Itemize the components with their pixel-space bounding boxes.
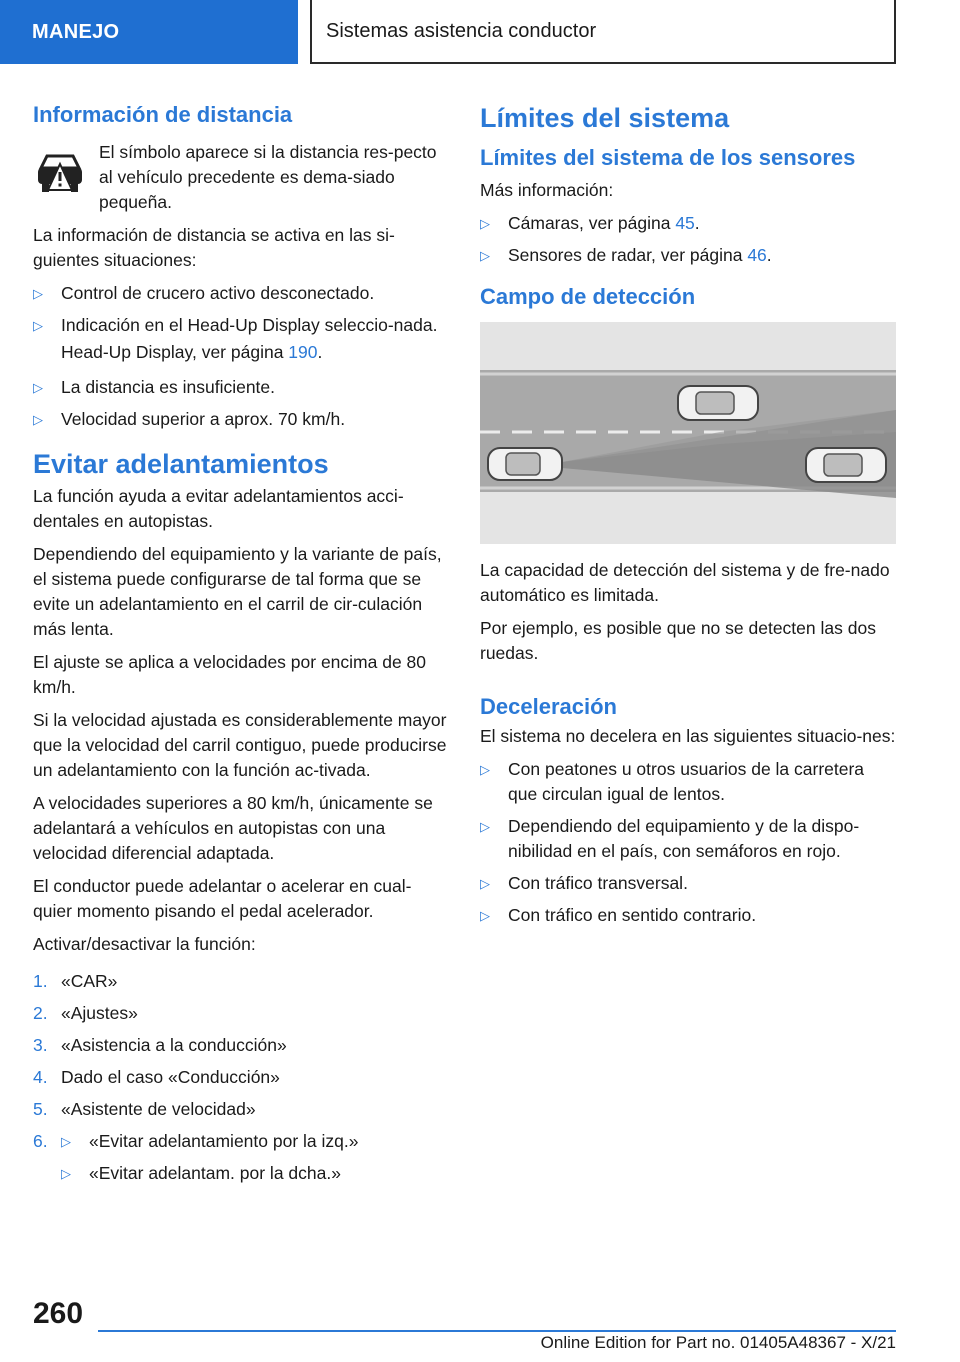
- overtake-para: Si la velocidad ajustada es considerablemente mayor que la velocidad del carril contiguo, puede producirse un adelantamiento con la función ac-tivada.: [33, 710, 447, 780]
- step-item: 6. ▷ «Evitar adelantamiento por la izq.» ▷ «Evitar adelantam. por la dcha.»: [33, 1129, 447, 1186]
- footer-rule: [98, 1330, 896, 1332]
- list-item: ▷ Con peatones u otros usuarios de la carretera que circulan igual de lentos.: [480, 759, 865, 804]
- bullet-triangle-icon: ▷: [480, 762, 490, 777]
- ego-car: [488, 448, 562, 480]
- list-item: ▷ Velocidad superior a aprox. 70 km/h.: [33, 407, 447, 432]
- distance-conditions-list-cont: [33, 375, 447, 432]
- chapter-title: Sistemas asistencia conductor: [326, 19, 597, 42]
- system-limits-heading: Límites del sistema: [480, 103, 730, 133]
- step-item: 3. «Asistencia a la conducción»: [33, 1035, 287, 1055]
- distance-info-heading: Información de distancia: [33, 102, 293, 127]
- step-item: 4. Dado el caso «Conducción»: [33, 1067, 280, 1087]
- list-item: ▷ «Evitar adelantam. por la dcha.»: [61, 1161, 447, 1186]
- more-info-label: Más información:: [480, 180, 614, 200]
- hud-page-reference: Head-Up Display, ver página 190.: [61, 342, 323, 362]
- overtake-para: Dependiendo del equipamiento y la variante de país, el sistema puede configurarse de tal forma que se evite un adelantamiento en el carril de cir-culación más lenta.: [33, 544, 442, 639]
- distance-icon-row: [33, 140, 447, 215]
- preceding-car-same-lane: [806, 448, 886, 482]
- bullet-triangle-icon: ▷: [33, 286, 43, 301]
- step-item: 1. «CAR»: [33, 971, 118, 991]
- list-item: ▷ Con tráfico en sentido contrario.: [480, 903, 896, 928]
- car-warning-icon: [33, 146, 87, 200]
- distance-intro: La información de distancia se activa en las si-guientes situaciones:: [33, 225, 395, 270]
- sensor-refs-list: [480, 211, 896, 268]
- deceleration-list: [480, 757, 896, 928]
- overtake-para: A velocidades superiores a 80 km/h, únicamente se adelantará a vehículos en autopistas con una velocidad diferencial adaptada.: [33, 793, 433, 863]
- list-item: ▷ La distancia es insuficiente.: [33, 375, 447, 400]
- field-para: La capacidad de detección del sistema y de fre-nado automático es limitada.: [480, 560, 890, 605]
- overtake-para: El ajuste se aplica a velocidades por encima de 80 km/h.: [33, 652, 427, 697]
- step-item: 2. «Ajustes»: [33, 1003, 138, 1023]
- step-item: 5. «Asistente de velocidad»: [33, 1099, 256, 1119]
- bullet-triangle-icon: ▷: [480, 819, 490, 834]
- list-item: ▷ Cámaras, ver página 45.: [480, 211, 896, 236]
- overtake-para: El conductor puede adelantar o acelerar en cual-quier momento pisando el pedal acelerador.: [33, 876, 412, 921]
- list-item: ▷ «Evitar adelantamiento por la izq.»: [61, 1129, 447, 1154]
- page-number: 260: [33, 1297, 84, 1330]
- section-title: MANEJO: [32, 20, 120, 43]
- distance-conditions-list: [33, 281, 447, 338]
- page-link-45[interactable]: 45: [675, 213, 695, 233]
- bullet-triangle-icon: ▷: [480, 876, 490, 891]
- bullet-triangle-icon: ▷: [33, 380, 43, 395]
- field-para: Por ejemplo, es posible que no se detecten las dos ruedas.: [480, 618, 876, 663]
- detection-field-illustration: [480, 322, 896, 544]
- avoid-overtaking-heading: Evitar adelantamientos: [33, 449, 329, 479]
- distance-icon-text: El símbolo aparece si la distancia res-pecto al vehículo precedente es dema-siado pequeña.: [99, 142, 437, 212]
- bullet-triangle-icon: ▷: [33, 412, 43, 427]
- deceleration-heading: Deceleración: [480, 694, 617, 719]
- section-tab: [0, 0, 298, 64]
- overtake-para: La función ayuda a evitar adelantamientos acci-dentales en autopistas.: [33, 486, 404, 531]
- deceleration-intro: El sistema no decelera en las siguientes situacio-nes:: [480, 726, 896, 746]
- detection-field-heading: Campo de detección: [480, 284, 696, 309]
- step6-options: [61, 1129, 447, 1186]
- preceding-car-adjacent-lane: [678, 386, 758, 420]
- edition-note: Online Edition for Part no. 01405A48367 - X/21: [540, 1333, 896, 1352]
- bullet-triangle-icon: ▷: [61, 1134, 71, 1149]
- list-item: ▷ Control de crucero activo desconectado.: [33, 281, 447, 306]
- bullet-triangle-icon: ▷: [480, 248, 490, 263]
- right-column: [480, 100, 896, 935]
- overtake-para: Activar/desactivar la función:: [33, 934, 256, 954]
- list-item: ▷ Indicación en el Head-Up Display seleccio-nada.: [33, 313, 447, 338]
- bullet-triangle-icon: ▷: [480, 908, 490, 923]
- list-item: ▷ Con tráfico transversal.: [480, 871, 896, 896]
- bullet-triangle-icon: ▷: [33, 318, 43, 333]
- list-item: ▷ Dependiendo del equipamiento y de la dispo-nibilidad en el país, con semáforos en rojo.: [480, 816, 860, 861]
- bullet-triangle-icon: ▷: [61, 1166, 71, 1181]
- list-item: ▷ Sensores de radar, ver página 46.: [480, 243, 896, 268]
- chapter-header: [312, 0, 896, 64]
- left-column: [33, 100, 447, 1193]
- bullet-triangle-icon: ▷: [480, 216, 490, 231]
- page-link-46[interactable]: 46: [747, 245, 767, 265]
- activation-steps: [33, 969, 447, 1186]
- sensor-limits-heading: Límites del sistema de los sensores: [480, 145, 856, 170]
- page-link-190[interactable]: 190: [288, 342, 318, 362]
